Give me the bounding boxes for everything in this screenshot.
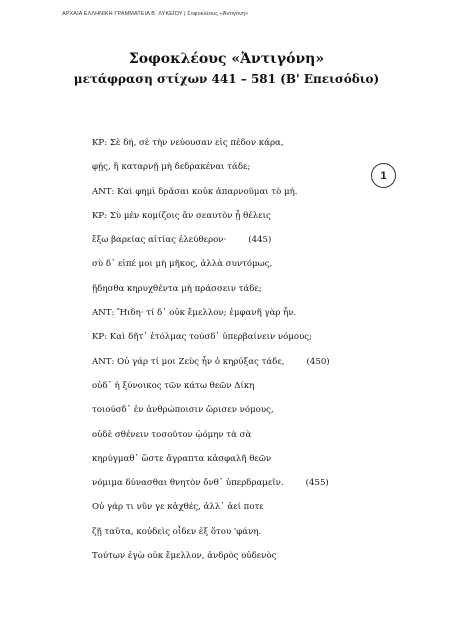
verse-text: οὐδὲ σθένειν τοσοῦτον ᾠόμην τὰ σὰ <box>92 429 252 440</box>
verse-text: ΑΝΤ: Καὶ φημὶ δρᾶσαι κοὐκ ἀπαρνοῦμαι τὸ μή. <box>92 186 298 197</box>
verse-text: οὐδ᾽ ἡ ξύνοικος τῶν κάτω θεῶν Δίκη <box>92 380 255 391</box>
verse-number: (455) <box>305 478 329 489</box>
verse-text: Οὐ γάρ τι νῦν γε κἀχθές, ἀλλ᾽ ἀεί ποτε <box>92 502 264 513</box>
verse-text: νόμιμα δύνασθαι θνητὸν ὄνθ᾽ ὑπερδραμεῖν. <box>92 478 284 489</box>
page-number-badge <box>371 163 396 188</box>
verse-text: τοιούσδ᾽ ἐν ἀνθρώποισιν ὥρισεν νόμους, <box>92 405 274 416</box>
page-subtitle: μετάφραση στίχων 441 – 581 (Β' Επεισόδιο) <box>73 72 380 86</box>
verse-list <box>92 131 334 568</box>
verse-text: ΚΡ: Σὺ μὲν κομίζοις ἂν σεαυτὸν ᾗ θέλεις <box>92 210 271 221</box>
verse-text: ἔξω βαρείας αἰτίας ἐλεύθερον· <box>92 235 227 246</box>
verse-text: φῄς, ἢ καταρνῇ μὴ δεδρακέναι τάδε; <box>92 162 251 173</box>
verse-line <box>92 423 334 447</box>
verse-number: (445) <box>248 235 272 246</box>
verse-line <box>92 228 334 252</box>
verse-line <box>92 252 334 276</box>
verse-text: ΑΝΤ: Ἤιδη· τί δ᾽ οὐκ ἔμελλον; ἐμφανῆ γὰρ ἦν. <box>92 308 297 319</box>
verse-line <box>92 277 334 301</box>
verse-text: ζῇ ταῦτα, κοὐδεὶς οἶδεν ἐξ ὅτου 'φάνη. <box>92 526 262 537</box>
verse-text: ΚΡ: Σὲ δή, σὲ τὴν νεύουσαν εἰς πέδον κάρα, <box>92 138 284 148</box>
verse-text: ΑΝΤ: Οὐ γάρ τί μοι Ζεὺς ἦν ὁ κηρύξας τάδε, <box>92 356 285 367</box>
verse-text: Τούτων ἐγὼ οὐκ ἔμελλον, ἀνδρὸς οὐδενὸς <box>92 551 277 562</box>
verse-number: (450) <box>306 356 330 367</box>
verse-line <box>92 325 334 349</box>
verse-line <box>92 544 334 568</box>
verse-text: κηρύγμαθ᾽ ὥστε ἄγραπτα κἀσφαλῆ θεῶν <box>92 453 272 464</box>
verse-text: ΚΡ: Καὶ δῆτ᾽ ἐτόλμας τούσδ᾽ ὑπερβαίνειν νόμους; <box>92 332 313 343</box>
verse-line <box>92 495 334 519</box>
verse-line <box>92 301 334 325</box>
page-title: Σοφοκλέους «Ἀντιγόνη» <box>128 51 325 67</box>
verse-text: σὺ δ᾽ εἰπέ μοι μὴ μῆκος, ἀλλὰ συντόμως, <box>92 259 273 270</box>
verse-line <box>92 350 334 374</box>
verse-line <box>92 471 334 495</box>
verse-line <box>92 204 334 228</box>
verse-line <box>92 155 334 179</box>
verse-line <box>92 447 334 471</box>
verse-line <box>92 374 334 398</box>
verse-text: ᾔδησθα κηρυχθέντα μὴ πράσσειν τάδε; <box>92 283 262 294</box>
verse-line <box>92 131 334 155</box>
verse-line <box>92 520 334 544</box>
running-header: ΑΡΧΑΙΑ ΕΛΛΗΝΙΚΗ ΓΡΑΜΜΑΤΕΙΑ Β΄ ΛΥΚΕΙΟΥ | Σοφοκλέους «Ἀντιγόνη» <box>62 11 249 17</box>
verse-line <box>92 398 334 422</box>
verse-line <box>92 180 334 204</box>
page-number: 1 <box>380 169 387 182</box>
